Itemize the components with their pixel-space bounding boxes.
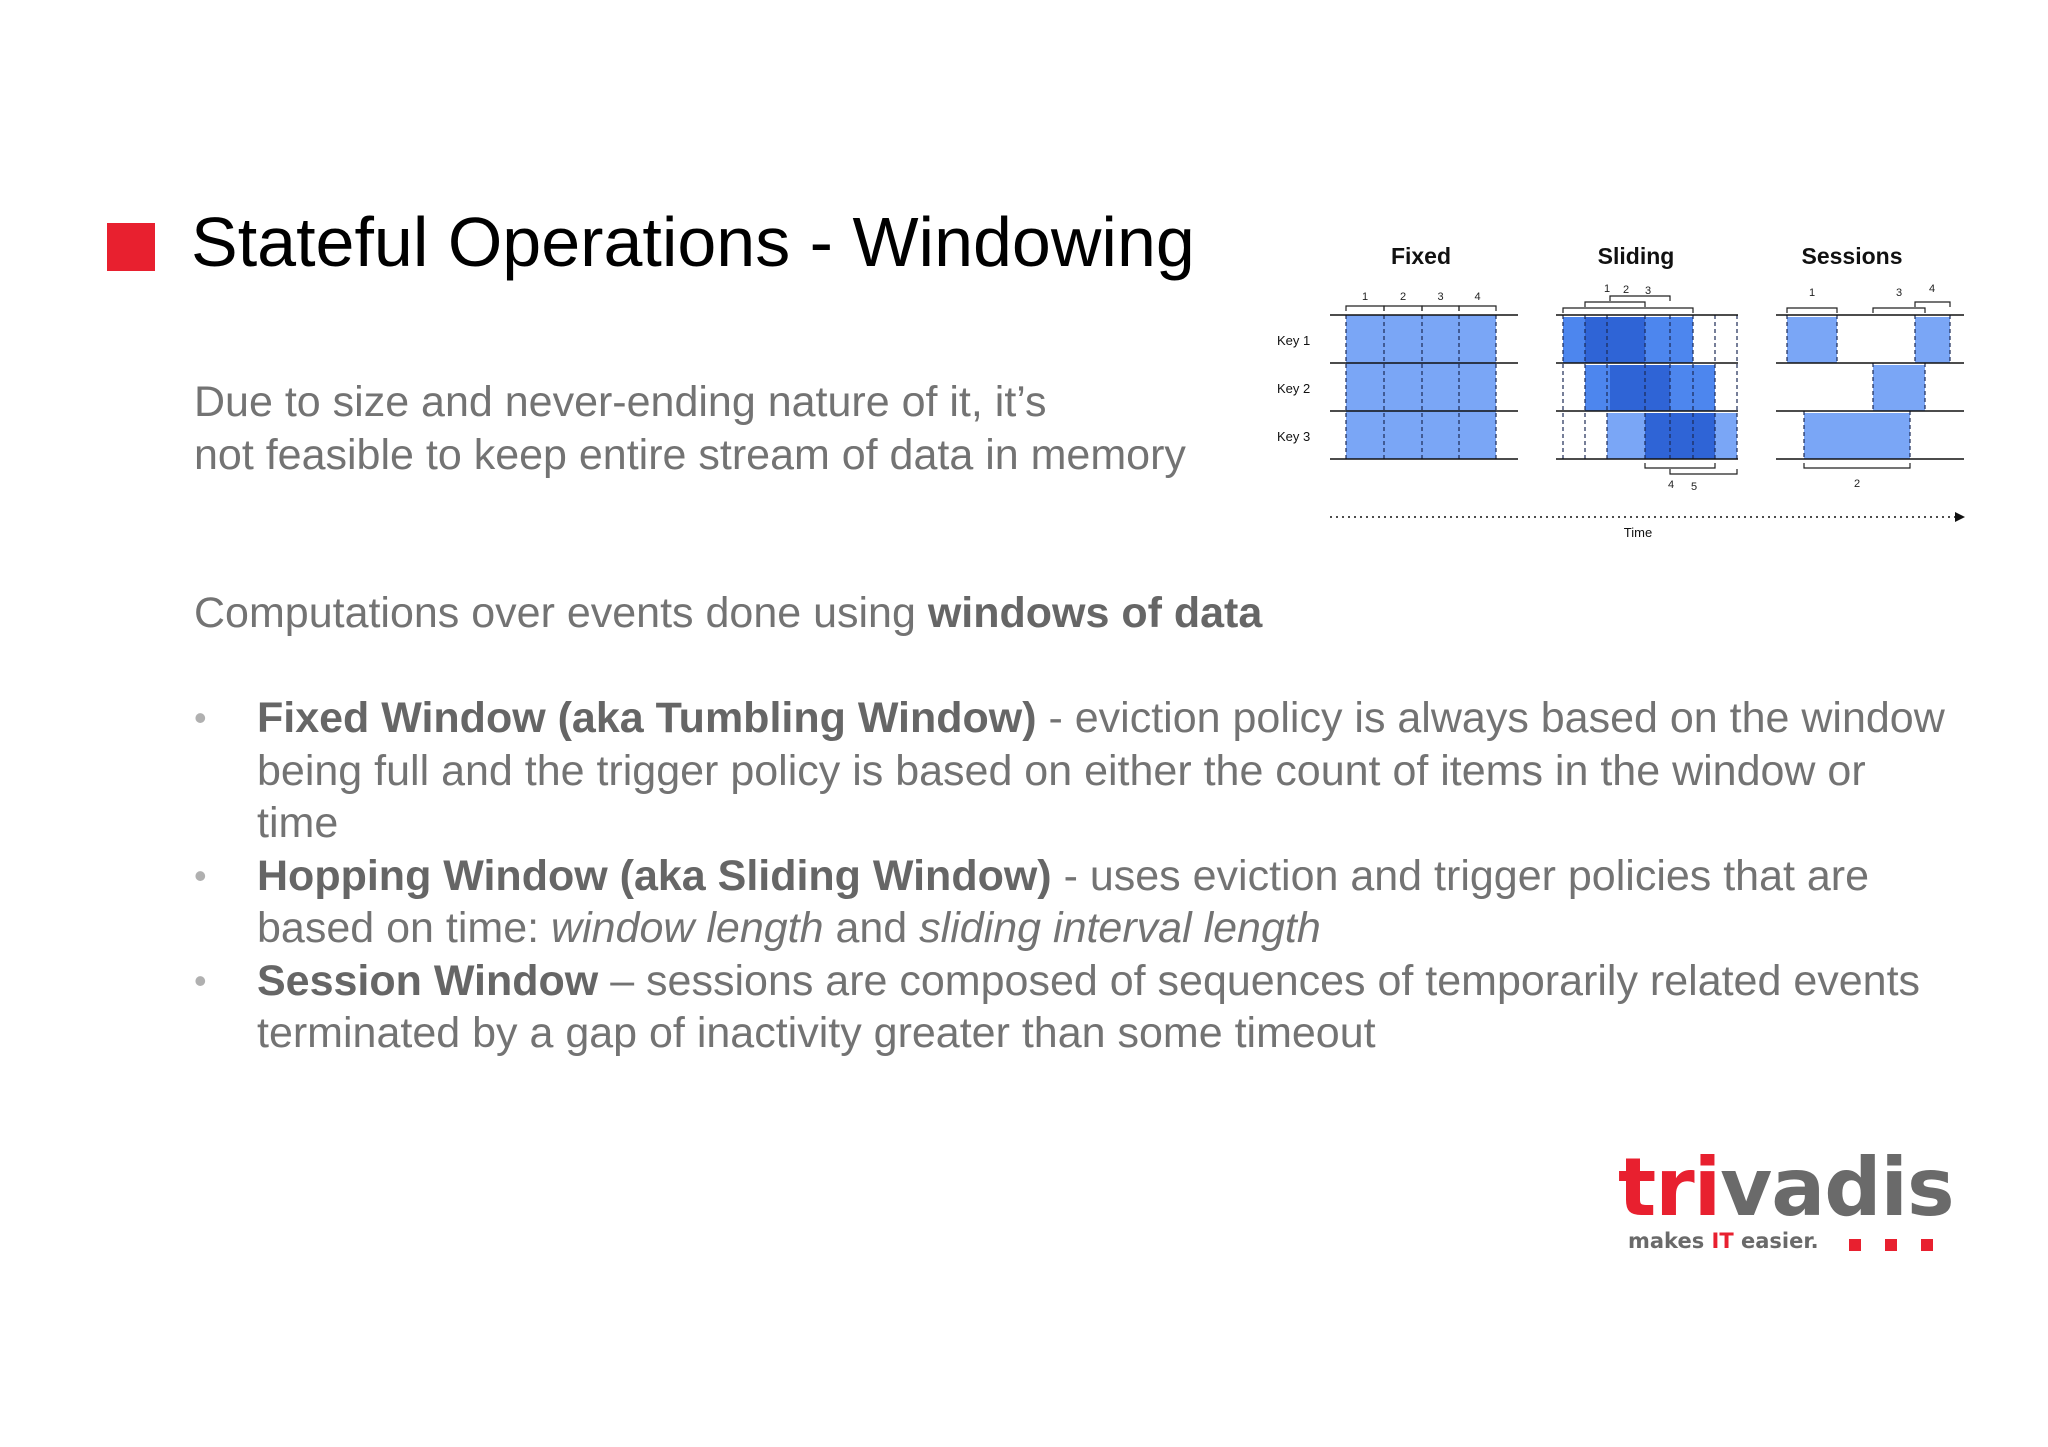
hopping-window-description: - uses eviction and trigger policies that are based on time: (257, 851, 1870, 952)
session-window-bracket (1873, 308, 1925, 313)
session-window-term: Session Window (257, 956, 599, 1005)
sliding-window-bracket (1585, 302, 1645, 307)
sliding-window-number: 1 (1603, 283, 1611, 295)
logo-wordmark (1618, 1143, 1954, 1233)
fixed-window-bracket (1422, 306, 1459, 311)
fixed-window-bracket (1346, 306, 1384, 311)
fixed-window-block (1346, 315, 1496, 459)
windowing-diagram (1260, 230, 1980, 550)
logo-dot-icon (1921, 1239, 1933, 1251)
session-window-number: 3 (1895, 287, 1903, 299)
slide-title: Stateful Operations - Windowing (191, 203, 1195, 281)
computations-text: Computations over events done using (194, 589, 928, 637)
intro-paragraph (194, 376, 1254, 482)
session-window-number: 2 (1853, 478, 1861, 490)
sessions-panel-title: Sessions (1801, 243, 1903, 269)
logo-tagline-it: IT (1711, 1229, 1734, 1253)
sliding-panel-title: Sliding (1597, 243, 1675, 269)
session-window-block (1915, 317, 1950, 363)
session-window-bracket (1787, 308, 1837, 313)
sliding-window-number: 5 (1690, 481, 1698, 493)
fixed-window-number: 4 (1474, 291, 1481, 303)
key-1-label: Key 1 (1277, 333, 1311, 348)
hopping-window-connector: and (823, 904, 920, 952)
title-bullet-square (107, 223, 155, 271)
sliding-window-bracket (1670, 469, 1737, 474)
bullet-dot-icon: • (194, 854, 207, 896)
list-item-session-window (194, 955, 1954, 1060)
session-window-description: – sessions are composed of sequences of temporarily related events terminated by a gap of inactivity greater than some timeout (257, 956, 1921, 1057)
fixed-window-description: - eviction policy is always based on the window being full and the trigger policy is based on either the count of items in the window or time (257, 694, 1945, 847)
session-window-block (1873, 365, 1925, 411)
fixed-panel-title: Fixed (1390, 243, 1452, 269)
fixed-window-number: 3 (1437, 291, 1444, 303)
list-item-fixed-window (194, 692, 1954, 850)
time-axis-label: Time (1623, 525, 1653, 540)
session-window-number: 1 (1808, 287, 1816, 299)
logo-tagline-pre: makes (1628, 1229, 1712, 1253)
session-window-number: 4 (1928, 283, 1936, 295)
key-3-label: Key 3 (1277, 429, 1311, 444)
session-window-bracket (1804, 463, 1910, 468)
computations-bold: windows of data (927, 589, 1263, 637)
session-window-bracket (1915, 302, 1950, 307)
logo-tagline-post: easier. (1733, 1229, 1819, 1253)
bullet-dot-icon: • (194, 959, 207, 1001)
sliding-window-number: 3 (1644, 285, 1652, 297)
fixed-window-number: 2 (1399, 291, 1407, 303)
sliding-window-overlap (1585, 317, 1645, 363)
fixed-window-term: Fixed Window (aka Tumbling Window) (257, 694, 1037, 742)
logo-wordmark-grey: vadis (1720, 1141, 1954, 1234)
session-window-block (1787, 317, 1837, 363)
fixed-window-bracket (1459, 306, 1496, 311)
logo-tagline (1628, 1229, 1819, 1253)
sliding-interval-term: sliding interval length (919, 904, 1321, 952)
sliding-window-bracket (1610, 296, 1670, 301)
list-item-hopping-window (194, 850, 1954, 955)
logo-dot-icon (1885, 1239, 1897, 1251)
window-types-list (194, 692, 1954, 1060)
sliding-window-number: 4 (1667, 479, 1675, 491)
intro-line-1: Due to size and never-ending nature of it, it’s (194, 378, 1047, 426)
sliding-window-bracket (1563, 308, 1693, 313)
intro-line-2: not feasible to keep entire stream of data in memory (194, 431, 1186, 479)
trivadis-logo (1618, 1141, 1954, 1268)
logo-wordmark-red: tri (1618, 1141, 1721, 1234)
logo-dots (1849, 1239, 1939, 1251)
fixed-window-bracket (1384, 306, 1422, 311)
session-window-block (1804, 413, 1910, 459)
window-length-term: window length (551, 904, 824, 952)
sliding-window-bracket (1645, 463, 1715, 468)
computations-paragraph (194, 587, 1262, 640)
hopping-window-term: Hopping Window (aka Sliding Window) (257, 851, 1052, 900)
key-2-label: Key 2 (1277, 381, 1311, 396)
sliding-window-overlap (1645, 413, 1715, 459)
time-axis-arrow-icon (1955, 512, 1965, 522)
sliding-window-number: 2 (1622, 284, 1630, 296)
logo-dot-icon (1849, 1239, 1861, 1251)
sliding-window-overlap (1610, 365, 1670, 411)
bullet-dot-icon: • (194, 697, 207, 738)
fixed-window-number: 1 (1361, 291, 1369, 303)
